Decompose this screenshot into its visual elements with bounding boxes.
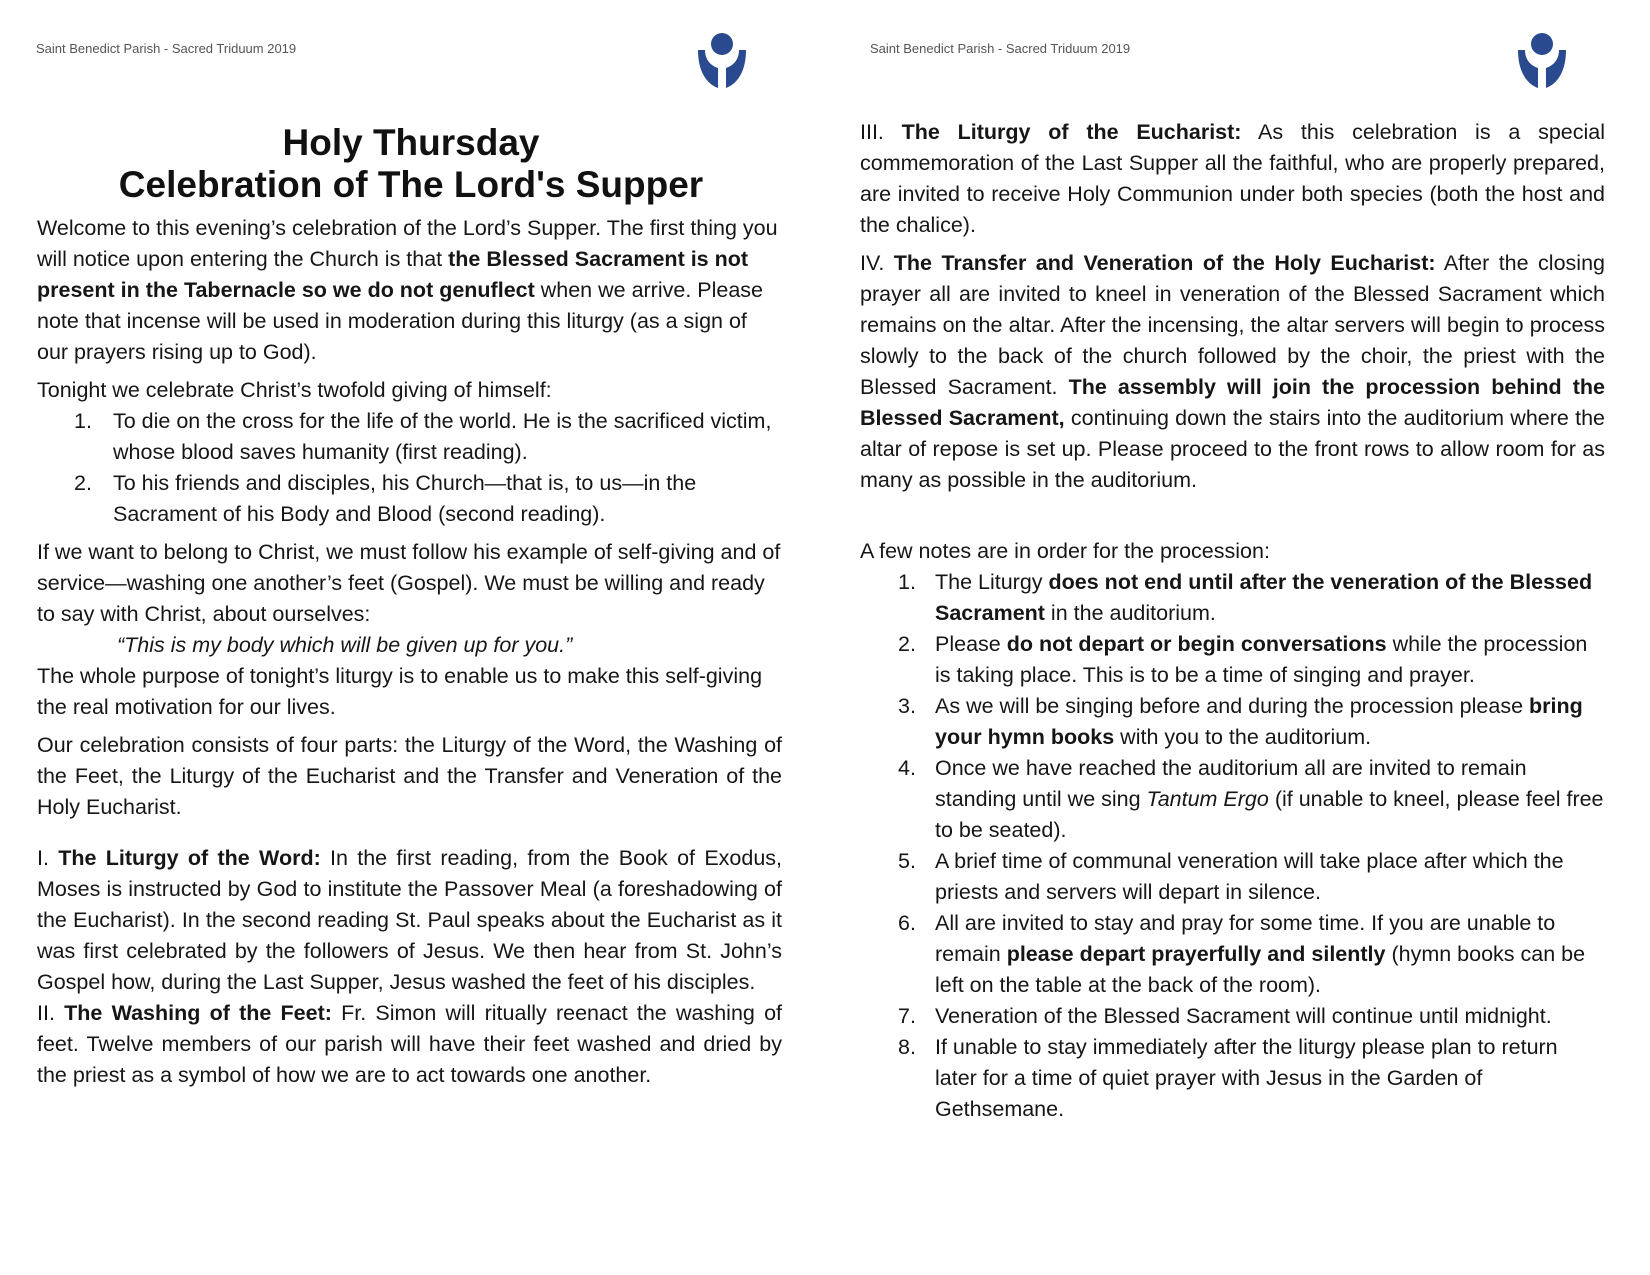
part-text: As this celebration is a special commemoration of the Last Supper all the faithful, who are properly prepared, are invited to receive Holy Communion under both species (both the host and the chalice). (860, 120, 1605, 237)
list-item (860, 567, 1605, 629)
list-text: Veneration of the Blessed Sacrament will continue until midnight. (935, 1004, 1552, 1028)
notes-intro: A few notes are in order for the procession: (860, 539, 1270, 563)
quote: “This is my body which will be given up for you.” (117, 633, 573, 657)
title-line-1: Holy Thursday (282, 122, 540, 163)
list-text: (hymn books can be left on the table at the back of the room). (935, 942, 1586, 997)
page-header: Saint Benedict Parish - Sacred Triduum 2019 (36, 41, 297, 56)
list-item (860, 753, 1605, 846)
list-text: while the procession is taking place. This is to be a time of singing and prayer. (935, 632, 1588, 687)
part-prefix: IV. (860, 251, 894, 275)
right-body (860, 117, 1605, 1125)
part-prefix: II. (37, 1001, 65, 1025)
list-text: To die on the cross for the life of the world. He is the sacrificed victim, whose blood saves humanity (first reading). (113, 409, 772, 464)
part-text-2: continuing down the stairs into the auditorium where the altar of repose is set up. Please proceed to the front rows to allow room for as many as possible in the auditorium. (860, 406, 1605, 492)
parts-paragraph: Our celebration consists of four parts: the Liturgy of the Word, the Washing of the Feet, the Liturgy of the Eucharist and the Transfer and Veneration of the Holy Eucharist. (37, 733, 782, 819)
list-number: 3. (898, 694, 916, 718)
part-4-paragraph (860, 248, 1605, 496)
list-text: Please (935, 632, 1007, 656)
part-prefix: I. (37, 846, 59, 870)
part-heading: The Transfer and Veneration of the Holy Eucharist: (893, 251, 1436, 275)
list-item (860, 1001, 1605, 1032)
list-italic: Tantum Ergo (1146, 787, 1269, 811)
belong-paragraph: If we want to belong to Christ, we must follow his example of self-giving and of service—washing one another’s feet (Gospel). We must be willing and ready to say with Christ, about ourselves: (37, 540, 781, 626)
welcome-text-2: when we arrive. Please note that incense will be used in moderation during this liturgy (as a sign of our prayers rising up to God). (37, 278, 764, 364)
right-page (825, 0, 1650, 1275)
list-bold: do not depart or begin conversations (1006, 632, 1387, 656)
list-item (37, 468, 782, 530)
list-number: 1. (74, 409, 92, 433)
list-text: The Liturgy (935, 570, 1049, 594)
part-heading: The Liturgy of the Word: (58, 846, 321, 870)
part-heading: The Liturgy of the Eucharist: (901, 120, 1242, 144)
list-text: A brief time of communal veneration will take place after which the priests and servers will depart in silence. (935, 849, 1564, 904)
procession-notes-list (860, 567, 1605, 1125)
left-body (37, 213, 782, 1091)
part-bold-text: The assembly will join the procession behind the Blessed Sacrament, (860, 375, 1605, 430)
part-3-paragraph (860, 117, 1605, 241)
list-bold: bring your hymn books (935, 694, 1583, 749)
page-header: Saint Benedict Parish - Sacred Triduum 2019 (870, 41, 1131, 56)
list-bold: please depart prayerfully and silently (1006, 942, 1386, 966)
part-2-paragraph (37, 998, 782, 1091)
list-text: If unable to stay immediately after the liturgy please plan to return later for a time of quiet prayer with Jesus in the Garden of Gethsemane. (935, 1035, 1558, 1121)
list-item (860, 629, 1605, 691)
list-item (37, 406, 782, 468)
list-number: 7. (898, 1004, 916, 1028)
list-number: 8. (898, 1035, 916, 1059)
list-text: Once we have reached the auditorium all are invited to remain standing until we sing (935, 756, 1527, 811)
part-heading: The Washing of the Feet: (64, 1001, 332, 1025)
list-text: To his friends and disciples, his Church—that is, to us—in the Sacrament of his Body and Blood (second reading). (113, 471, 697, 526)
parish-logo-icon (695, 32, 749, 92)
list-item (860, 846, 1605, 908)
list-item (860, 1032, 1605, 1125)
page-title (36, 122, 786, 206)
list-text: in the auditorium. (1044, 601, 1216, 625)
list-item (860, 691, 1605, 753)
tonight-list (37, 406, 782, 530)
part-1-paragraph (37, 843, 782, 998)
list-text: (if unable to kneel, please feel free to be seated). (935, 787, 1604, 842)
list-text: with you to the auditorium. (1114, 725, 1372, 749)
welcome-text-1: Welcome to this evening’s celebration of the Lord’s Supper. The first thing you will notice upon entering the Church is that (37, 216, 778, 271)
list-number: 4. (898, 756, 916, 780)
tonight-intro: Tonight we celebrate Christ’s twofold giving of himself: (37, 378, 552, 402)
part-text: After the closing prayer all are invited to kneel in veneration of the Blessed Sacrament which remains on the altar. After the incensing, the altar servers will begin to process slowly to the back of the church followed by the choir, the priest with the Blessed Sacrament. (860, 251, 1605, 399)
list-bold: does not end until after the veneration of the Blessed Sacrament (935, 570, 1593, 625)
welcome-bold: the Blessed Sacrament is not present in the Tabernacle so we do not genuflect (37, 247, 749, 302)
part-text: Fr. Simon will ritually reenact the washing of feet. Twelve members of our parish will have their feet washed and dried by the priest as a symbol of how we are to act towards one another. (37, 1001, 782, 1087)
list-text: As we will be singing before and during the procession please (935, 694, 1530, 718)
title-line-2: Celebration of The Lord's Supper (118, 164, 704, 205)
parish-logo-icon (1515, 32, 1569, 92)
list-number: 6. (898, 911, 916, 935)
list-number: 1. (898, 570, 916, 594)
list-text: All are invited to stay and pray for some time. If you are unable to remain (935, 911, 1556, 966)
list-number: 2. (74, 471, 92, 495)
welcome-paragraph (37, 213, 782, 368)
purpose-paragraph: The whole purpose of tonight’s liturgy is to enable us to make this self-giving the real motivation for our lives. (37, 664, 763, 719)
list-number: 2. (898, 632, 916, 656)
part-prefix: III. (860, 120, 902, 144)
part-text: In the first reading, from the Book of Exodus, Moses is instructed by God to institute the Passover Meal (a foreshadowing of the Eucharist). In the second reading St. Paul speaks about the Eucharist as it was first celebrated by the followers of Jesus. We then hear from St. John’s Gospel how, during the Last Supper, Jesus washed the feet of his disciples. (37, 846, 783, 994)
list-item (860, 908, 1605, 1001)
list-number: 5. (898, 849, 916, 873)
